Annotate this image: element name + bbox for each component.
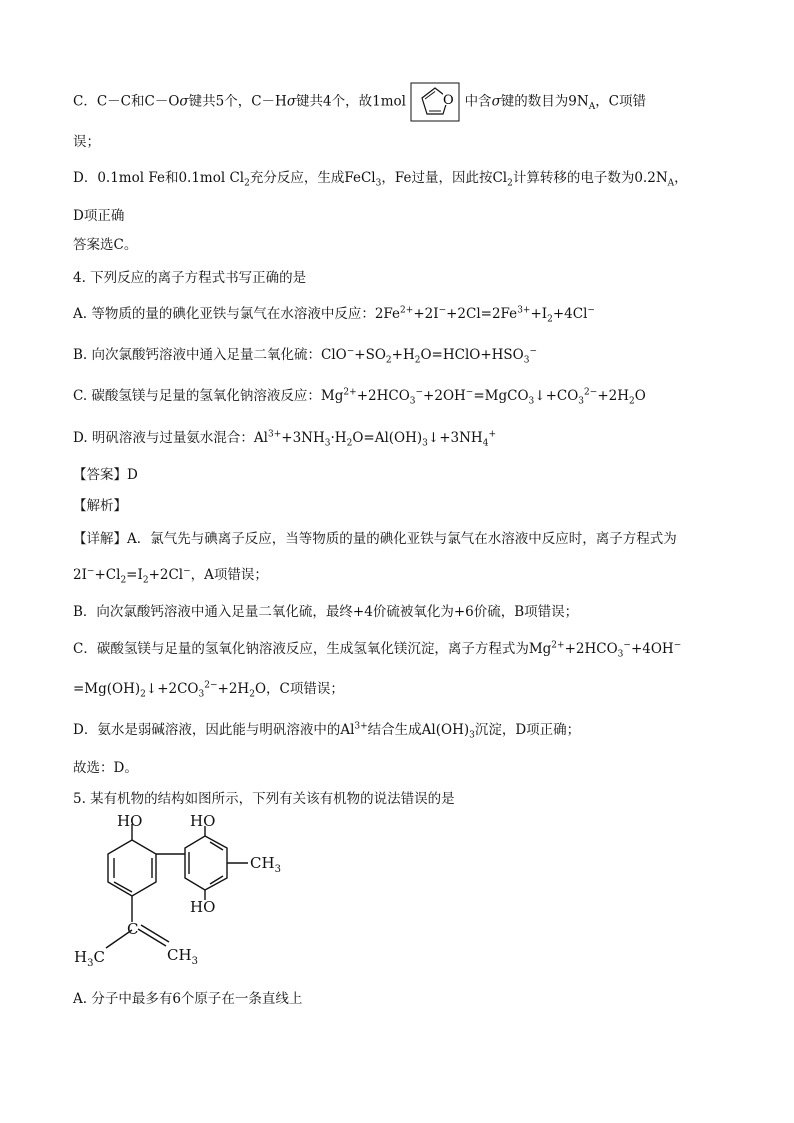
q4-option-b: B. 向次氯酸钙溶液中通入足量二氧化硫：$ClO^-+SO_2+H_2O=HClO+HSO_3^-$ bbox=[73, 346, 538, 366]
furan-structure bbox=[410, 82, 460, 122]
prev-option-d-cont: D项正确 bbox=[73, 208, 125, 224]
prev-option-c-line: C．C－C和C－Oσ键共5个，C－Hσ键共4个，故1mol O 中含σ键的数目为$9N_A$，C项错 bbox=[73, 82, 646, 122]
ch3-label-right: $CH_3$ bbox=[250, 854, 281, 875]
ho-label-top: HO bbox=[190, 812, 216, 830]
choose-line: 故选：D。 bbox=[73, 760, 138, 776]
h3c-label: $H_3C$ bbox=[74, 948, 105, 969]
prev-answer: 答案选C。 bbox=[73, 237, 138, 253]
prev-option-c-cont: 误； bbox=[73, 134, 100, 150]
question-5: 5. 某有机物的结构如图所示，下列有关该有机物的说法错误的是 bbox=[73, 791, 455, 807]
analysis-tag: 【解析】 bbox=[73, 498, 127, 514]
detail-a: 【详解】A．氯气先与碘离子反应，当等物质的量的碘化亚铁与氯气在水溶液中反应时，离子方程式为 bbox=[73, 531, 677, 547]
question-4: 4. 下列反应的离子方程式书写正确的是 bbox=[73, 270, 307, 286]
detail-c-equation: $=Mg(OH)_2↓+2CO_3^{2-}+2H_2O$，C项错误； bbox=[73, 680, 344, 700]
ho-label-left: HO bbox=[117, 812, 143, 830]
organic-structure-diagram bbox=[70, 812, 360, 972]
q4-option-d: D. 明矾溶液与过量氨水混合：$Al^{3+}+3NH_3\cdot H_2O=Al(OH)_3↓+3NH_4^+$ bbox=[73, 429, 496, 449]
q4-option-a: A. 等物质的量的碘化亚铁与氯气在水溶液中反应：$2Fe^{2+}+2I^-+2Cl=2Fe^{3+}+I_2+4Cl^-$ bbox=[73, 305, 595, 325]
ch2-label: $CH_3$ bbox=[167, 946, 198, 967]
q4-option-c: C. 碳酸氢镁与足量的氢氧化钠溶液反应：$Mg^{2+}+2HCO_3^-+2OH^-=MgCO_3↓+CO_3^{2-}+2H_2O$ bbox=[73, 387, 646, 407]
prev-option-d-line: D．0.1mol Fe和0.1mol $Cl_2$充分反应，生成FeCl$_3$，Fe过量，因此按$Cl_2$计算转移的电子数为$0.2N_A$， bbox=[73, 170, 688, 189]
detail-c: C．碳酸氢镁与足量的氢氧化钠溶液反应，生成氢氧化镁沉淀，离子方程式为$Mg^{2+}+2HCO_3^-+4OH^-$ bbox=[73, 640, 682, 660]
ho-label-bottom: HO bbox=[190, 898, 216, 916]
detail-a-equation: $2I^-+Cl_2=I_2+2Cl^-$，A项错误； bbox=[73, 566, 268, 586]
detail-d: D．氨水是弱碱溶液，因此能与明矾溶液中的$Al^{3+}$结合生成$Al(OH)_3$沉淀，D项正确； bbox=[73, 721, 581, 741]
answer-line: 【答案】D bbox=[73, 467, 138, 483]
svg-text:O: O bbox=[443, 93, 454, 108]
carbon-label: C bbox=[127, 920, 139, 938]
q5-option-a: A. 分子中最多有6个原子在一条直线上 bbox=[73, 991, 303, 1007]
detail-b: B．向次氯酸钙溶液中通入足量二氧化硫，最终+4价硫被氧化为+6价硫，B项错误； bbox=[73, 604, 579, 620]
